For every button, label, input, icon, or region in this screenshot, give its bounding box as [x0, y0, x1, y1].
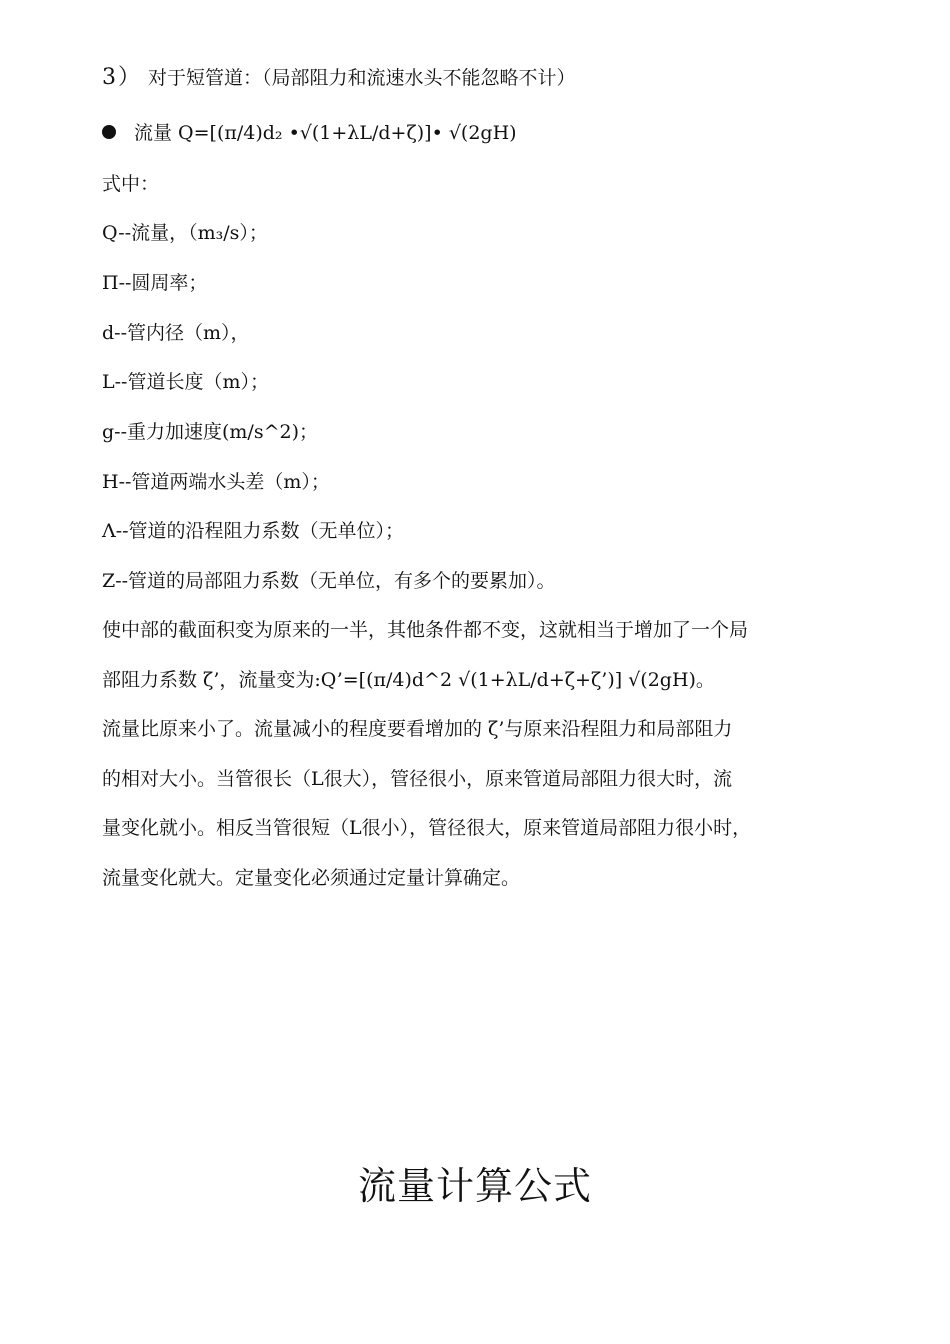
paragraph-line: 使中部的截面积变为原来的一半，其他条件都不变，这就相当于增加了一个局: [102, 619, 749, 641]
paragraph-line: 流量变化就大。定量变化必须通过定量计算确定。: [102, 866, 521, 889]
definition-l: L--管道长度（m）；: [102, 371, 269, 393]
formula-text: 流量 Q=[(π/4)d₂ •√(1+λL/d+ζ)]• √(2gH): [134, 122, 517, 144]
formula-line: [102, 121, 517, 145]
paragraph-line: 的相对大小。当管很长（L很大），管径很小，原来管道局部阻力很大时，流: [102, 767, 733, 790]
bullet-icon: [102, 125, 116, 139]
definition-zeta: Ζ--管道的局部阻力系数（无单位，有多个的要累加）。: [102, 570, 556, 592]
where-label: 式中：: [102, 173, 160, 195]
paragraph-line: 部阻力系数 ζ’，流量变为:Q’=[(π/4)d^2 √(1+λL/d+ζ+ζ’)] √(2gH)。: [102, 668, 715, 691]
section-heading: [102, 66, 576, 90]
section-heading-text: 对于短管道：（局部阻力和流速水头不能忽略不计）: [148, 67, 576, 89]
section-number: 3）: [102, 65, 142, 90]
page-title: 流量计算公式: [357, 1164, 592, 1208]
definition-pi: Π--圆周率；: [102, 272, 208, 294]
explanation-paragraph: [102, 606, 862, 903]
definition-h: H--管道两端水头差（m）；: [102, 471, 330, 493]
paragraph-line: 量变化就小。相反当管很短（L很小），管径很大，原来管道局部阻力很小时，: [102, 817, 752, 839]
definition-q: Q--流量，（m₃/s）；: [102, 222, 268, 244]
definition-d: d--管内径（m），: [102, 322, 250, 344]
paragraph-line: 流量比原来小了。流量减小的程度要看增加的 ζ’与原来沿程阻力和局部阻力: [102, 718, 733, 740]
definition-lambda: Λ--管道的沿程阻力系数（无单位）；: [102, 520, 405, 542]
definition-g: g--重力加速度(m/s^2)；: [102, 421, 319, 443]
